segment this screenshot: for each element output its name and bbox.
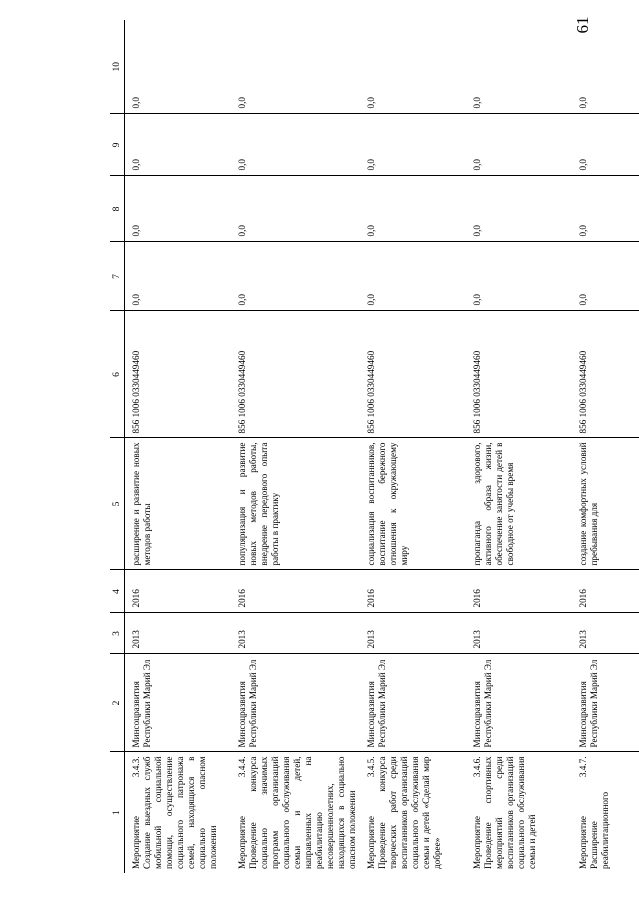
start-year: 2013: [466, 613, 572, 654]
expected-result: создание комфортных условий пребывания для: [572, 438, 639, 570]
measure-name: Мероприятие 3.4.7. Расширение реабилитационного: [578, 756, 610, 869]
executor: Минсоцразвития Республики Марий Эл: [125, 654, 232, 752]
measure-name: Мероприятие 3.4.4. Проведение конкурса социально значимых программ организаций социального обслуживания семьи и детей, направленных на реабилитацию несовершеннолетних, находящихся в социально опасном положении: [237, 756, 357, 869]
value-col-10: 0,0: [125, 20, 232, 114]
start-year: 2013: [231, 613, 360, 654]
table-row: [572, 20, 639, 873]
expected-result: пропаганда здорового, активного образа жизни, обеспечение занятости детей в свободное от учебы время: [466, 438, 572, 570]
end-year: 2016: [466, 570, 572, 613]
column-number: 2: [110, 654, 125, 752]
column-number: 6: [110, 311, 125, 438]
start-year: 2013: [572, 613, 639, 654]
expected-result: социализация воспитанников, воспитание бережного отношения к окружающему миру: [360, 438, 466, 570]
measure-name: Мероприятие 3.4.3. Создание выездных служб мобильной социальной помощи, осуществление социального патронажа семей, находящихся в социально опасном положении: [131, 756, 218, 869]
executor: Минсоцразвития Республики Марий Эл: [360, 654, 466, 752]
column-number: 4: [110, 570, 125, 613]
table-row: [231, 20, 360, 873]
value-col-9: 0,0: [231, 114, 360, 176]
budget-code: 856 1006 0330449460: [572, 311, 639, 438]
value-col-10: 0,0: [360, 20, 466, 114]
value-col-7: 0,0: [466, 242, 572, 311]
expected-result: популяризация и развитие новых методов работы, внедрение передового опыта работы в практику: [231, 438, 360, 570]
rotated-table-sheet: [110, 20, 626, 873]
value-col-7: 0,0: [572, 242, 639, 311]
column-number: 1: [110, 752, 125, 873]
value-col-7: 0,0: [231, 242, 360, 311]
column-number: 7: [110, 242, 125, 311]
value-col-7: 0,0: [125, 242, 232, 311]
value-col-8: 0,0: [360, 176, 466, 242]
value-col-8: 0,0: [231, 176, 360, 242]
program-measures-table: [110, 20, 639, 873]
measure-name: Мероприятие 3.4.6. Проведение спортивных мероприятий среди воспитанников организаций социального обслуживания семьи и детей: [472, 756, 537, 869]
end-year: 2016: [231, 570, 360, 613]
value-col-9: 0,0: [466, 114, 572, 176]
table-row: [360, 20, 466, 873]
column-number: 10: [110, 20, 125, 114]
end-year: 2016: [360, 570, 466, 613]
column-number: 8: [110, 176, 125, 242]
executor: Минсоцразвития Республики Марий Эл: [466, 654, 572, 752]
value-col-10: 0,0: [231, 20, 360, 114]
value-col-8: 0,0: [125, 176, 232, 242]
value-col-9: 0,0: [125, 114, 232, 176]
column-number: 9: [110, 114, 125, 176]
page-number: 61: [573, 16, 592, 34]
value-col-9: 0,0: [572, 114, 639, 176]
measure-name: Мероприятие 3.4.5. Проведение конкурса творческих работ среди воспитанников организаций социального обслуживания семьи и детей «Сделай мир добрее»: [366, 756, 442, 869]
budget-code: 856 1006 0330449460: [125, 311, 232, 438]
budget-code: 856 1006 0330449460: [231, 311, 360, 438]
executor: Минсоцразвития Республики Марий Эл: [572, 654, 639, 752]
value-col-8: 0,0: [466, 176, 572, 242]
value-col-10: 0,0: [466, 20, 572, 114]
end-year: 2016: [572, 570, 639, 613]
value-col-9: 0,0: [360, 114, 466, 176]
expected-result: расширение и развитие новых методов работы: [125, 438, 232, 570]
start-year: 2013: [125, 613, 232, 654]
column-number-row: [110, 20, 125, 873]
table-row: [466, 20, 572, 873]
value-col-8: 0,0: [572, 176, 639, 242]
start-year: 2013: [360, 613, 466, 654]
column-number: 3: [110, 613, 125, 654]
executor: Минсоцразвития Республики Марий Эл: [231, 654, 360, 752]
column-number: 5: [110, 438, 125, 570]
end-year: 2016: [125, 570, 232, 613]
budget-code: 856 1006 0330449460: [466, 311, 572, 438]
value-col-7: 0,0: [360, 242, 466, 311]
value-col-10: 0,0: [572, 20, 639, 114]
table-row: [125, 20, 232, 873]
budget-code: 856 1006 0330449460: [360, 311, 466, 438]
